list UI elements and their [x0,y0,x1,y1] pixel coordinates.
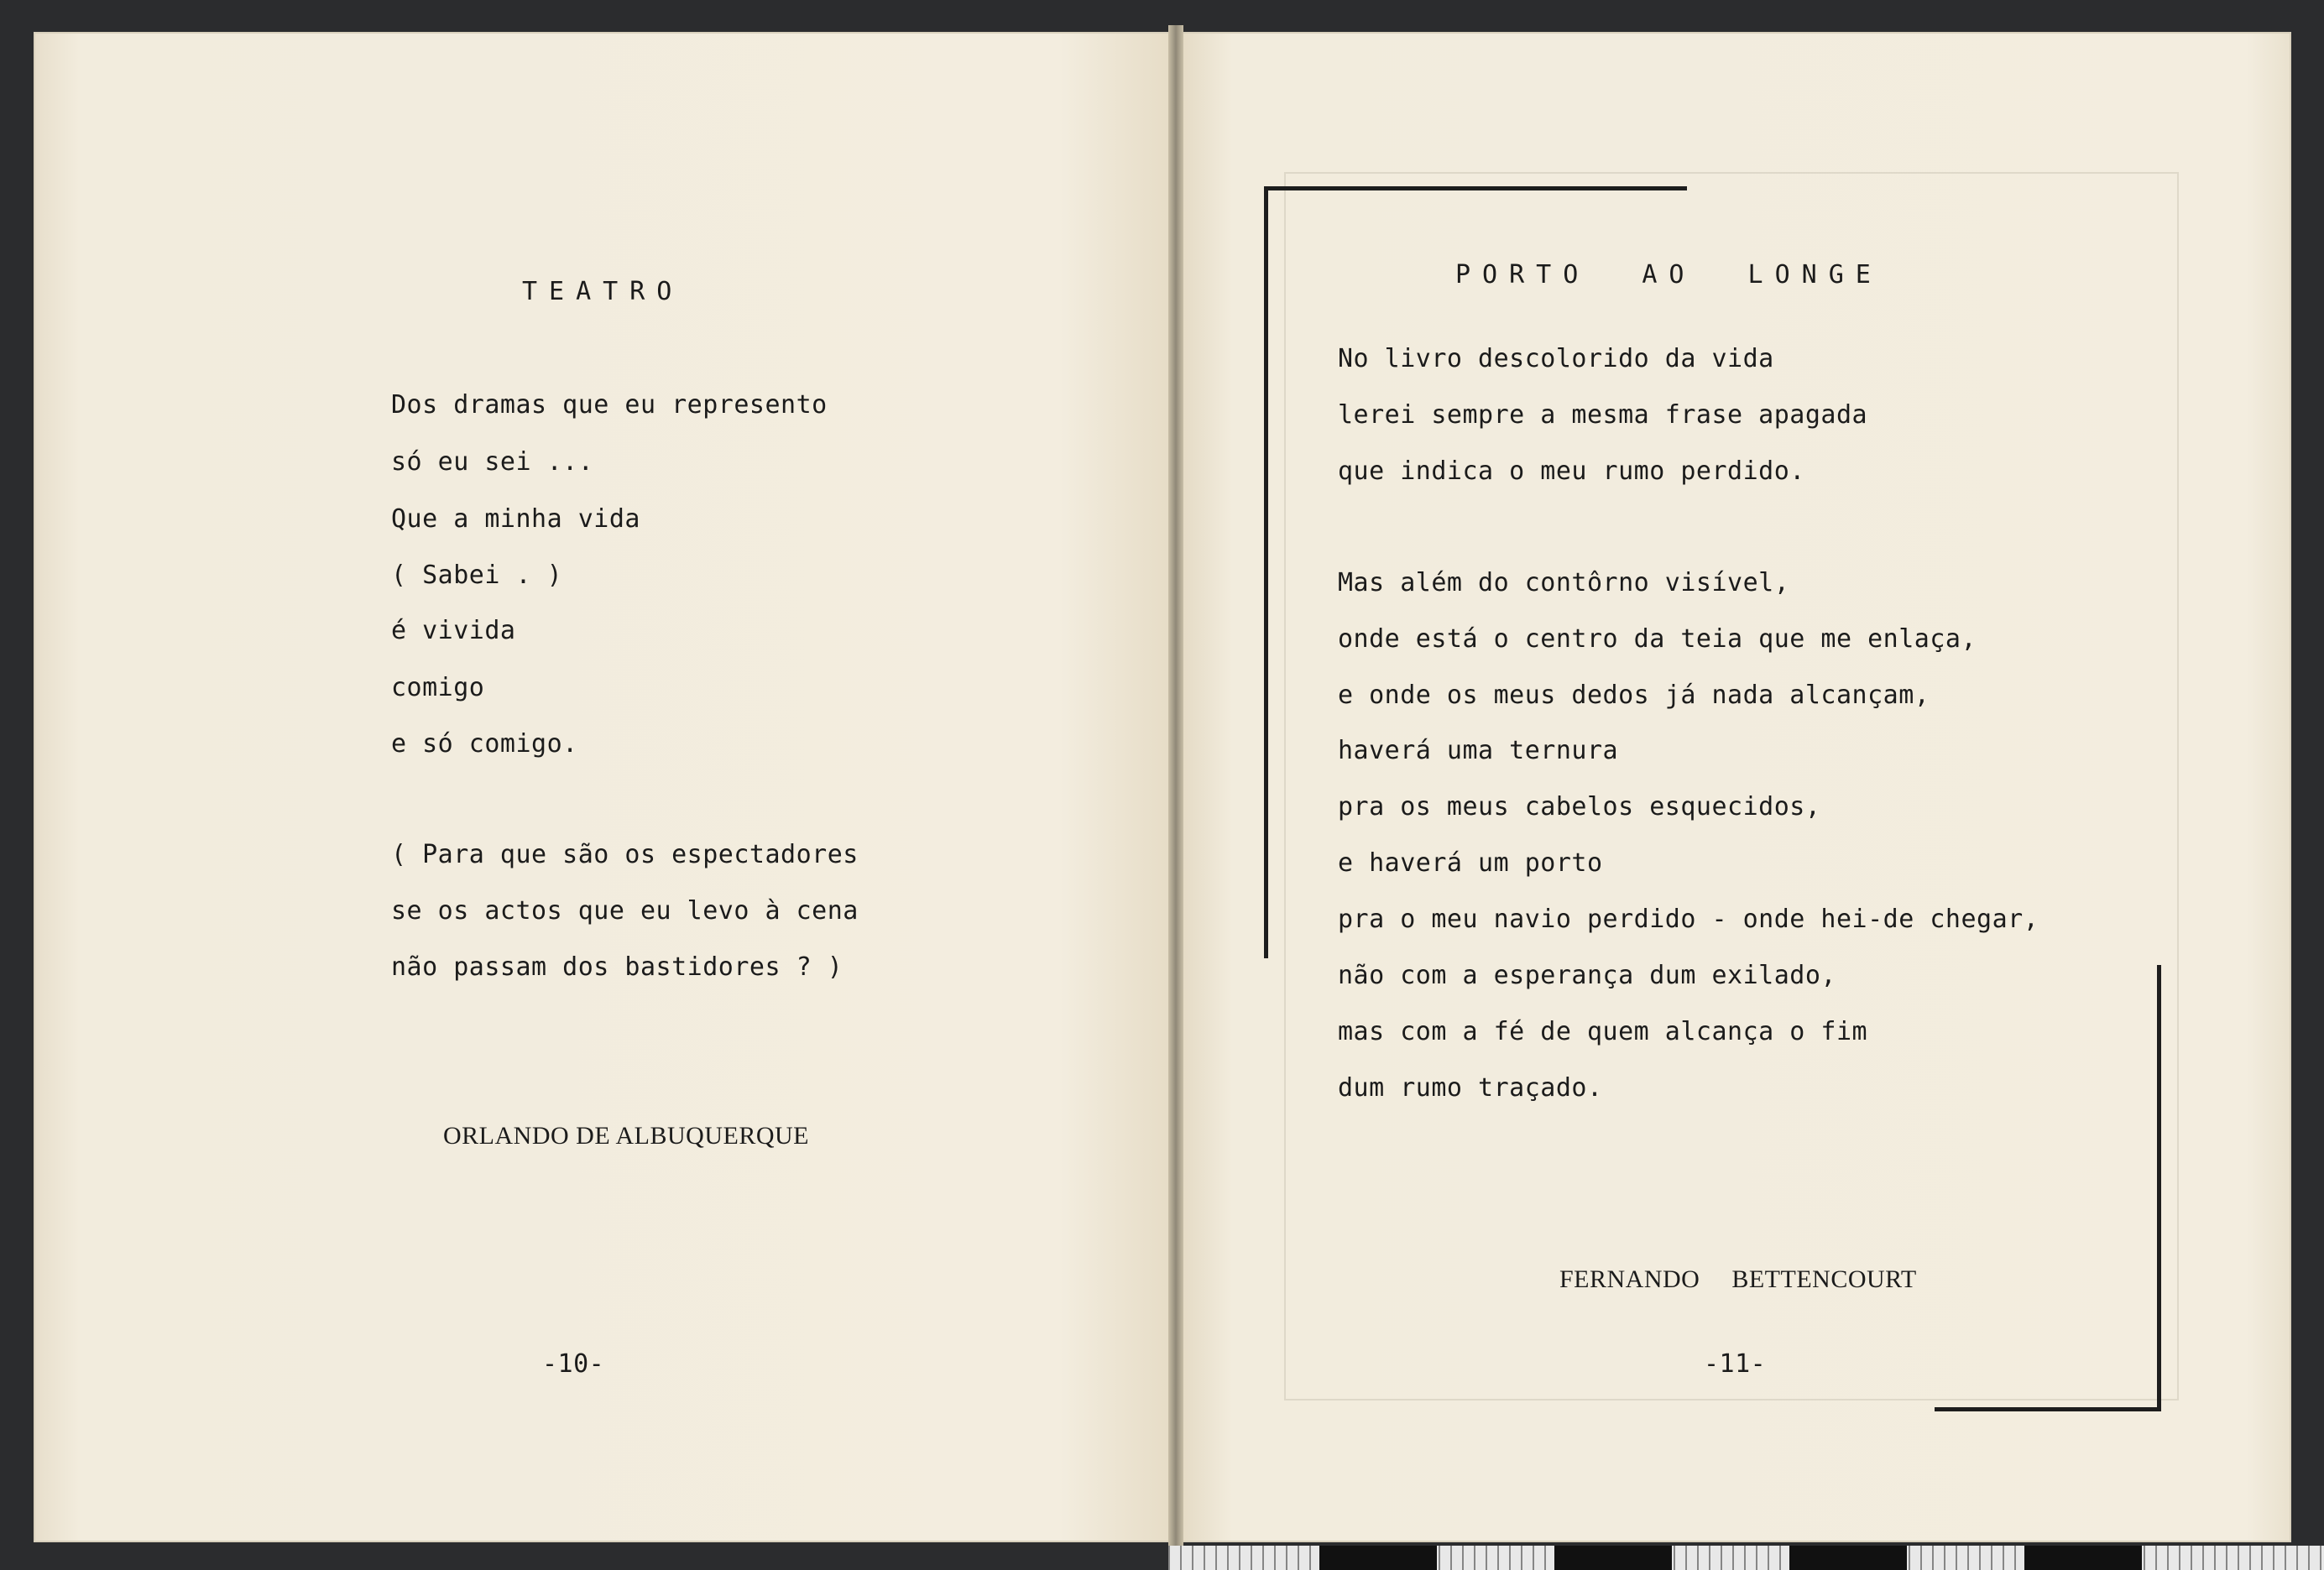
ruler-block [1319,1546,1437,1570]
right-poem-title: PORTO AO LONGE [1455,260,1883,289]
scale-ruler [1168,1546,2324,1570]
frame-border-left [1264,186,1268,958]
left-poem-line: Dos dramas que eu represento [391,390,828,420]
right-poem-line: que indica o meu rumo perdido. [1338,456,1805,486]
right-poem-line: não com a esperança dum exilado, [1338,961,1836,990]
left-poem-line: é vivida [391,616,516,645]
right-page-number: -11- [1704,1349,1767,1379]
left-page-number: -10- [542,1349,605,1379]
right-poem-line: e haverá um porto [1338,848,1603,878]
left-poem-line: comigo [391,673,485,702]
left-poem-line: não passam dos bastidores ? ) [391,952,843,982]
ruler-block [2024,1546,2142,1570]
frame-border-right [2157,965,2161,1411]
left-poem-title: TEATRO [522,277,684,306]
left-poem-line: ( Para que são os espectadores [391,840,859,869]
left-poem-line: Que a minha vida [391,504,640,534]
right-poem-author: FERNANDO BETTENCOURT [1559,1265,1917,1293]
right-poem-line: dum rumo traçado. [1338,1073,1603,1103]
left-poem-line: e só comigo. [391,729,578,759]
ruler-block [1554,1546,1672,1570]
right-poem-line: No livro descolorido da vida [1338,344,1774,373]
left-poem-line: se os actos que eu levo à cena [391,896,859,926]
right-poem-line: mas com a fé de quem alcança o fim [1338,1017,1868,1046]
right-poem-line: onde está o centro da teia que me enlaça, [1338,624,1977,654]
right-poem-line: haverá uma ternura [1338,736,1619,765]
right-poem-line: pra os meus cabelos esquecidos, [1338,792,1821,822]
book-spine [1168,25,1183,1548]
left-page [34,32,1173,1542]
ruler-block [1789,1546,1907,1570]
left-poem-line: só eu sei ... [391,447,594,477]
left-poem-author: ORLANDO DE ALBUQUERQUE [443,1122,809,1150]
right-poem-line: Mas além do contôrno visível, [1338,568,1790,597]
right-poem-line: e onde os meus dedos já nada alcançam, [1338,681,1930,710]
left-poem-line: ( Sabei . ) [391,561,563,590]
right-poem-line: pra o meu navio perdido - onde hei-de chegar, [1338,905,2039,934]
frame-border-bottom [1935,1407,2161,1411]
right-poem-line: lerei sempre a mesma frase apagada [1338,400,1868,430]
frame-border-top [1267,186,1687,190]
